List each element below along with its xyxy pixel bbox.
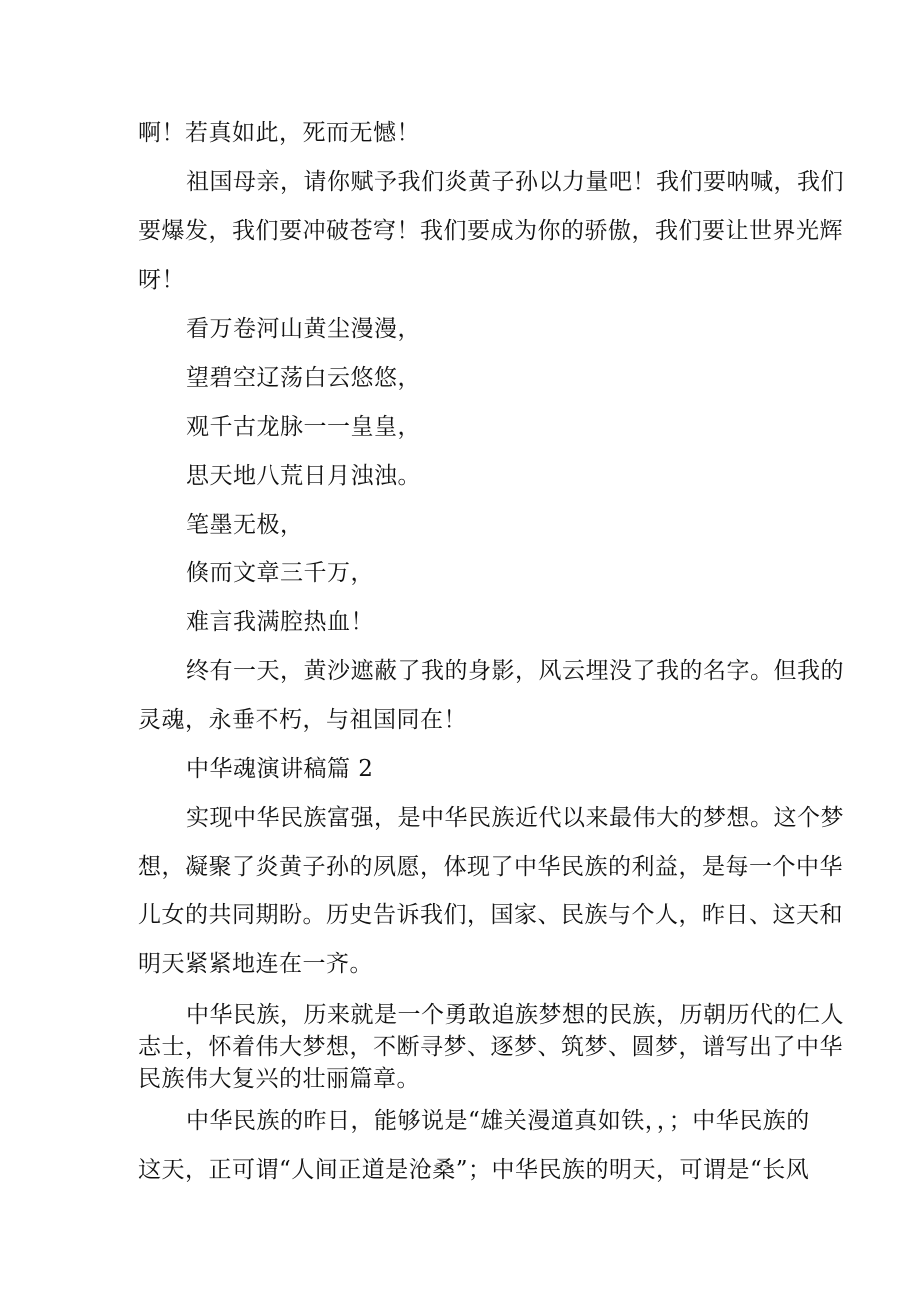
- text-line-5: 看万卷河山黄尘漫漫，: [186, 316, 421, 342]
- text-line-12: 终有一天，黄沙遮蔽了我的身影，风云埋没了我的名字。但我的: [186, 658, 844, 684]
- text-line-23: 这天，正可谓“人间正道是沧桑”；中华民族的明天，可谓是“长风: [138, 1157, 810, 1183]
- text-line-8: 思天地八荒日月浊浊。: [186, 463, 421, 489]
- text-line-13: 灵魂，永垂不朽，与祖国同在！: [138, 707, 467, 733]
- text-line-18: 明天紧紧地连在一齐。: [138, 951, 373, 977]
- text-line-3: 要爆发，我们要冲破苍穹！我们要成为你的骄傲，我们要让世界光辉: [138, 218, 843, 244]
- text-line-2: 祖国母亲，请你赋予我们炎黄子孙以力量吧！我们要呐喊，我们: [186, 169, 844, 195]
- text-line-20: 志士，怀着伟大梦想，不断寻梦、逐梦、筑梦、圆梦，谱写出了中华: [138, 1034, 843, 1060]
- text-line-11: 难言我满腔热血！: [186, 609, 374, 635]
- text-line-15: 实现中华民族富强，是中华民族近代以来最伟大的梦想。这个梦: [186, 805, 844, 831]
- text-line-10: 倏而文章三千万，: [186, 560, 374, 586]
- text-line-21: 民族伟大复兴的壮丽篇章。: [138, 1066, 420, 1092]
- text-line-16: 想，凝聚了炎黄子孙的夙愿，体现了中华民族的利益，是每一个中华: [138, 854, 843, 880]
- text-line-6: 望碧空辽荡白云悠悠，: [186, 365, 421, 391]
- text-line-4: 呀！: [138, 267, 185, 293]
- text-line-1: 啊！若真如此，死而无憾！: [138, 120, 420, 146]
- text-line-9: 笔墨无极，: [186, 512, 304, 538]
- text-line-22: 中华民族的昨日，能够说是“雄关漫道真如铁，，；中华民族的: [186, 1108, 810, 1134]
- text-line-7: 观千古龙脉一一皇皇，: [186, 414, 421, 440]
- text-line-17: 儿女的共同期盼。历史告诉我们，国家、民族与个人，昨日、这天和: [138, 902, 843, 928]
- text-line-19: 中华民族，历来就是一个勇敢追族梦想的民族，历朝历代的仁人: [186, 1002, 844, 1028]
- section-heading: 中华魂演讲稿篇 2: [186, 756, 374, 782]
